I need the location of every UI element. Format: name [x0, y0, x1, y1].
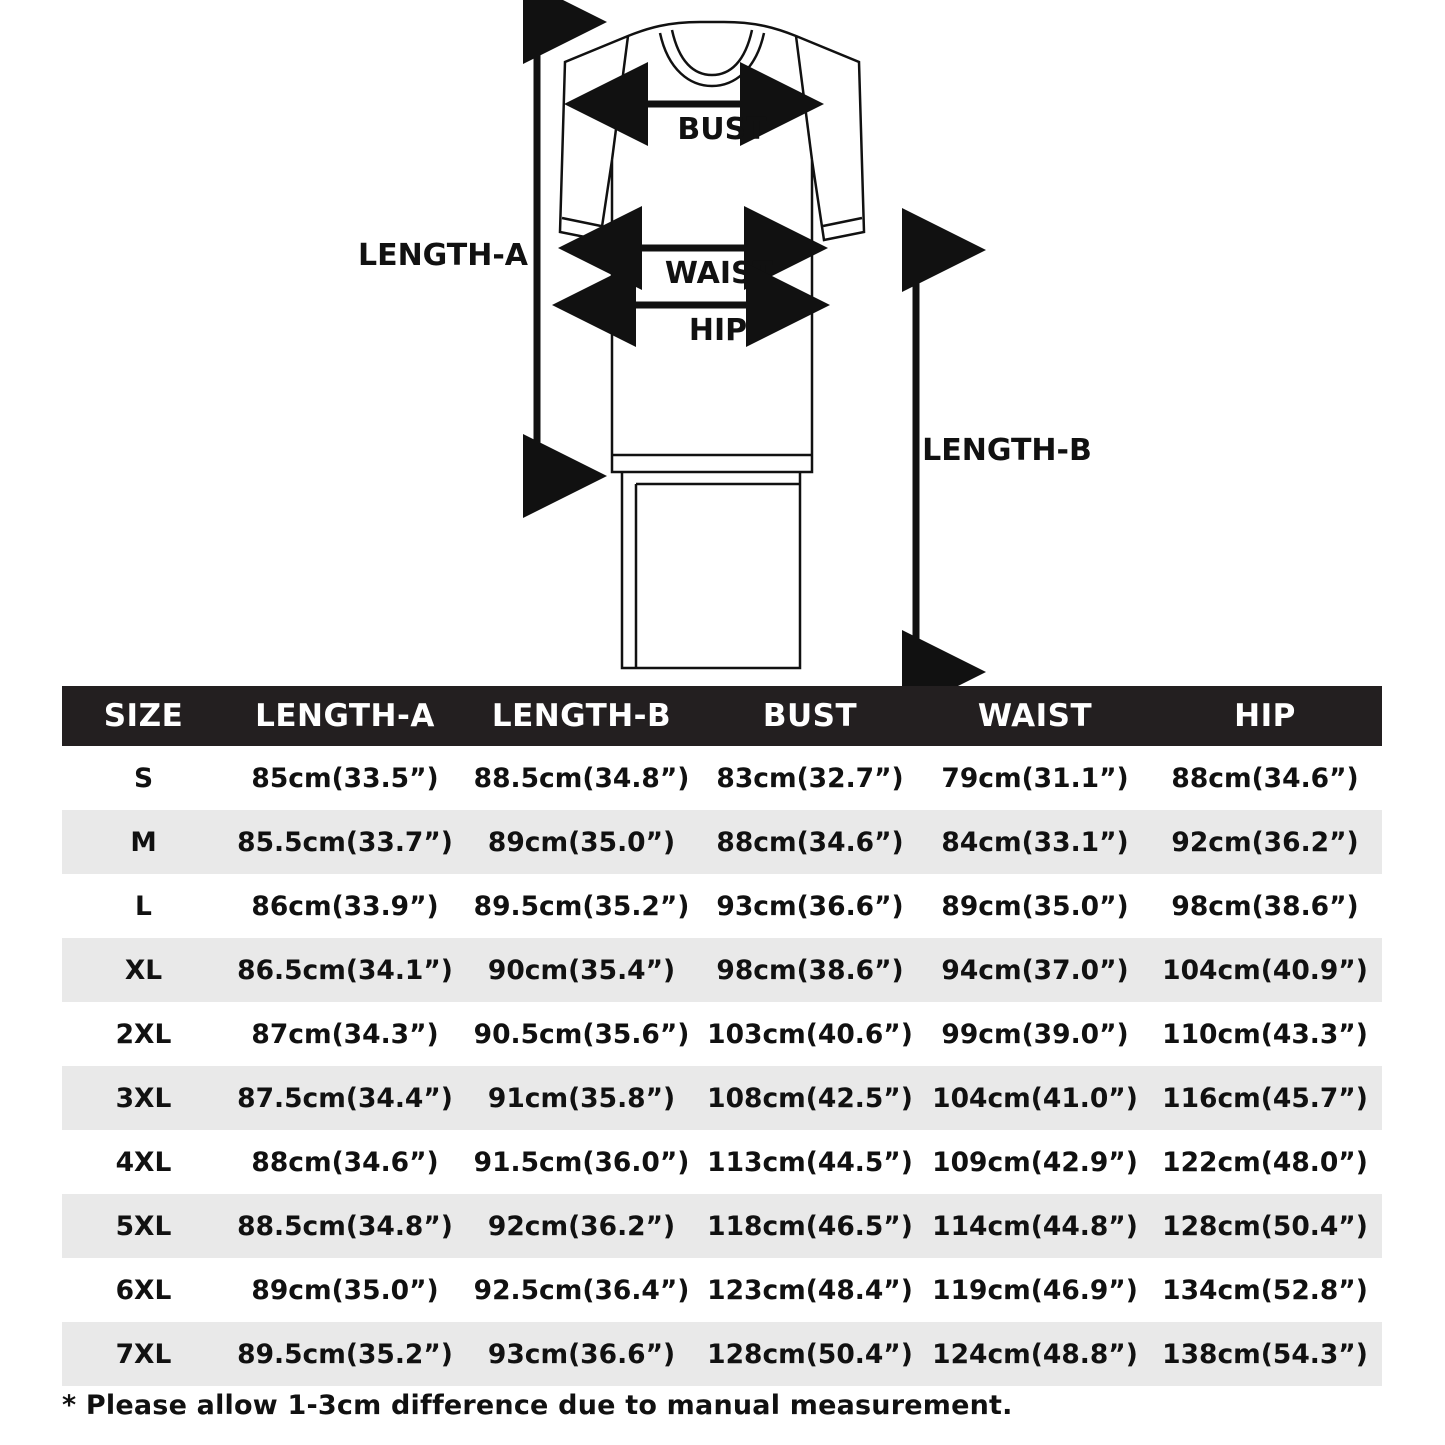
cell-hip: 110cm(43.3”) — [1148, 1002, 1382, 1066]
cell-length-b: 90cm(35.4”) — [465, 938, 698, 1002]
cell-bust: 103cm(40.6”) — [698, 1002, 922, 1066]
cell-waist: 119cm(46.9”) — [922, 1258, 1148, 1322]
cell-length-a: 87.5cm(34.4”) — [225, 1066, 465, 1130]
cell-size: L — [62, 874, 225, 938]
cell-hip: 138cm(54.3”) — [1148, 1322, 1382, 1386]
cell-hip: 104cm(40.9”) — [1148, 938, 1382, 1002]
cell-hip: 128cm(50.4”) — [1148, 1194, 1382, 1258]
table-body — [62, 746, 1382, 1386]
cell-waist: 94cm(37.0”) — [922, 938, 1148, 1002]
cell-waist: 99cm(39.0”) — [922, 1002, 1148, 1066]
table-row — [62, 1130, 1382, 1194]
cell-length-a: 85.5cm(33.7”) — [225, 810, 465, 874]
cell-length-a: 85cm(33.5”) — [225, 746, 465, 810]
bust-label: BUST — [677, 112, 767, 147]
cell-size: 5XL — [62, 1194, 225, 1258]
cell-hip: 134cm(52.8”) — [1148, 1258, 1382, 1322]
cell-hip: 116cm(45.7”) — [1148, 1066, 1382, 1130]
length-b-label: LENGTH-B — [922, 433, 1092, 468]
cell-length-b: 89cm(35.0”) — [465, 810, 698, 874]
cell-size: 7XL — [62, 1322, 225, 1386]
cell-length-a: 89cm(35.0”) — [225, 1258, 465, 1322]
column-header-size: SIZE — [62, 686, 225, 746]
table-row — [62, 938, 1382, 1002]
cell-waist: 79cm(31.1”) — [922, 746, 1148, 810]
table-row — [62, 1322, 1382, 1386]
cell-hip: 98cm(38.6”) — [1148, 874, 1382, 938]
cell-size: 2XL — [62, 1002, 225, 1066]
measurement-disclaimer: * Please allow 1-3cm difference due to manual measurement. — [62, 1390, 1013, 1421]
cell-hip: 122cm(48.0”) — [1148, 1130, 1382, 1194]
cell-length-a: 88.5cm(34.8”) — [225, 1194, 465, 1258]
cell-waist: 89cm(35.0”) — [922, 874, 1148, 938]
column-header-length-a: LENGTH-A — [225, 686, 465, 746]
cell-length-b: 92.5cm(36.4”) — [465, 1258, 698, 1322]
size-table — [62, 686, 1382, 1386]
cell-hip: 92cm(36.2”) — [1148, 810, 1382, 874]
cell-length-b: 88.5cm(34.8”) — [465, 746, 698, 810]
cell-size: XL — [62, 938, 225, 1002]
table-header — [62, 686, 1382, 746]
column-header-bust: BUST — [698, 686, 922, 746]
table-row — [62, 1258, 1382, 1322]
cell-waist: 104cm(41.0”) — [922, 1066, 1148, 1130]
cell-waist: 84cm(33.1”) — [922, 810, 1148, 874]
cell-length-b: 92cm(36.2”) — [465, 1194, 698, 1258]
cell-waist: 124cm(48.8”) — [922, 1322, 1148, 1386]
cell-bust: 108cm(42.5”) — [698, 1066, 922, 1130]
cell-bust: 93cm(36.6”) — [698, 874, 922, 938]
cell-bust: 113cm(44.5”) — [698, 1130, 922, 1194]
cell-length-a: 89.5cm(35.2”) — [225, 1322, 465, 1386]
table-row — [62, 1194, 1382, 1258]
table-header-row — [62, 686, 1382, 746]
cell-length-a: 86cm(33.9”) — [225, 874, 465, 938]
hip-label: HIP — [688, 313, 748, 348]
cell-size: 3XL — [62, 1066, 225, 1130]
table-row — [62, 1002, 1382, 1066]
cell-length-b: 89.5cm(35.2”) — [465, 874, 698, 938]
column-header-hip: HIP — [1148, 686, 1382, 746]
column-header-waist: WAIST — [922, 686, 1148, 746]
cell-length-b: 91.5cm(36.0”) — [465, 1130, 698, 1194]
cell-bust: 118cm(46.5”) — [698, 1194, 922, 1258]
cell-bust: 128cm(50.4”) — [698, 1322, 922, 1386]
cell-hip: 88cm(34.6”) — [1148, 746, 1382, 810]
cell-size: M — [62, 810, 225, 874]
cell-length-a: 86.5cm(34.1”) — [225, 938, 465, 1002]
cell-waist: 114cm(44.8”) — [922, 1194, 1148, 1258]
cell-bust: 123cm(48.4”) — [698, 1258, 922, 1322]
garment-diagram — [0, 0, 1445, 690]
waist-label: WAIST — [664, 256, 774, 291]
cell-length-b: 93cm(36.6”) — [465, 1322, 698, 1386]
cell-bust: 98cm(38.6”) — [698, 938, 922, 1002]
cell-length-a: 88cm(34.6”) — [225, 1130, 465, 1194]
garment-underskirt — [622, 470, 800, 668]
cell-size: 4XL — [62, 1130, 225, 1194]
table-row — [62, 874, 1382, 938]
table-row — [62, 746, 1382, 810]
cell-bust: 83cm(32.7”) — [698, 746, 922, 810]
cell-length-a: 87cm(34.3”) — [225, 1002, 465, 1066]
column-header-length-b: LENGTH-B — [465, 686, 698, 746]
cell-size: S — [62, 746, 225, 810]
length-a-label: LENGTH-A — [357, 238, 529, 273]
cell-bust: 88cm(34.6”) — [698, 810, 922, 874]
table-row — [62, 810, 1382, 874]
table-row — [62, 1066, 1382, 1130]
cell-size: 6XL — [62, 1258, 225, 1322]
cell-waist: 109cm(42.9”) — [922, 1130, 1148, 1194]
cell-length-b: 90.5cm(35.6”) — [465, 1002, 698, 1066]
cell-length-b: 91cm(35.8”) — [465, 1066, 698, 1130]
